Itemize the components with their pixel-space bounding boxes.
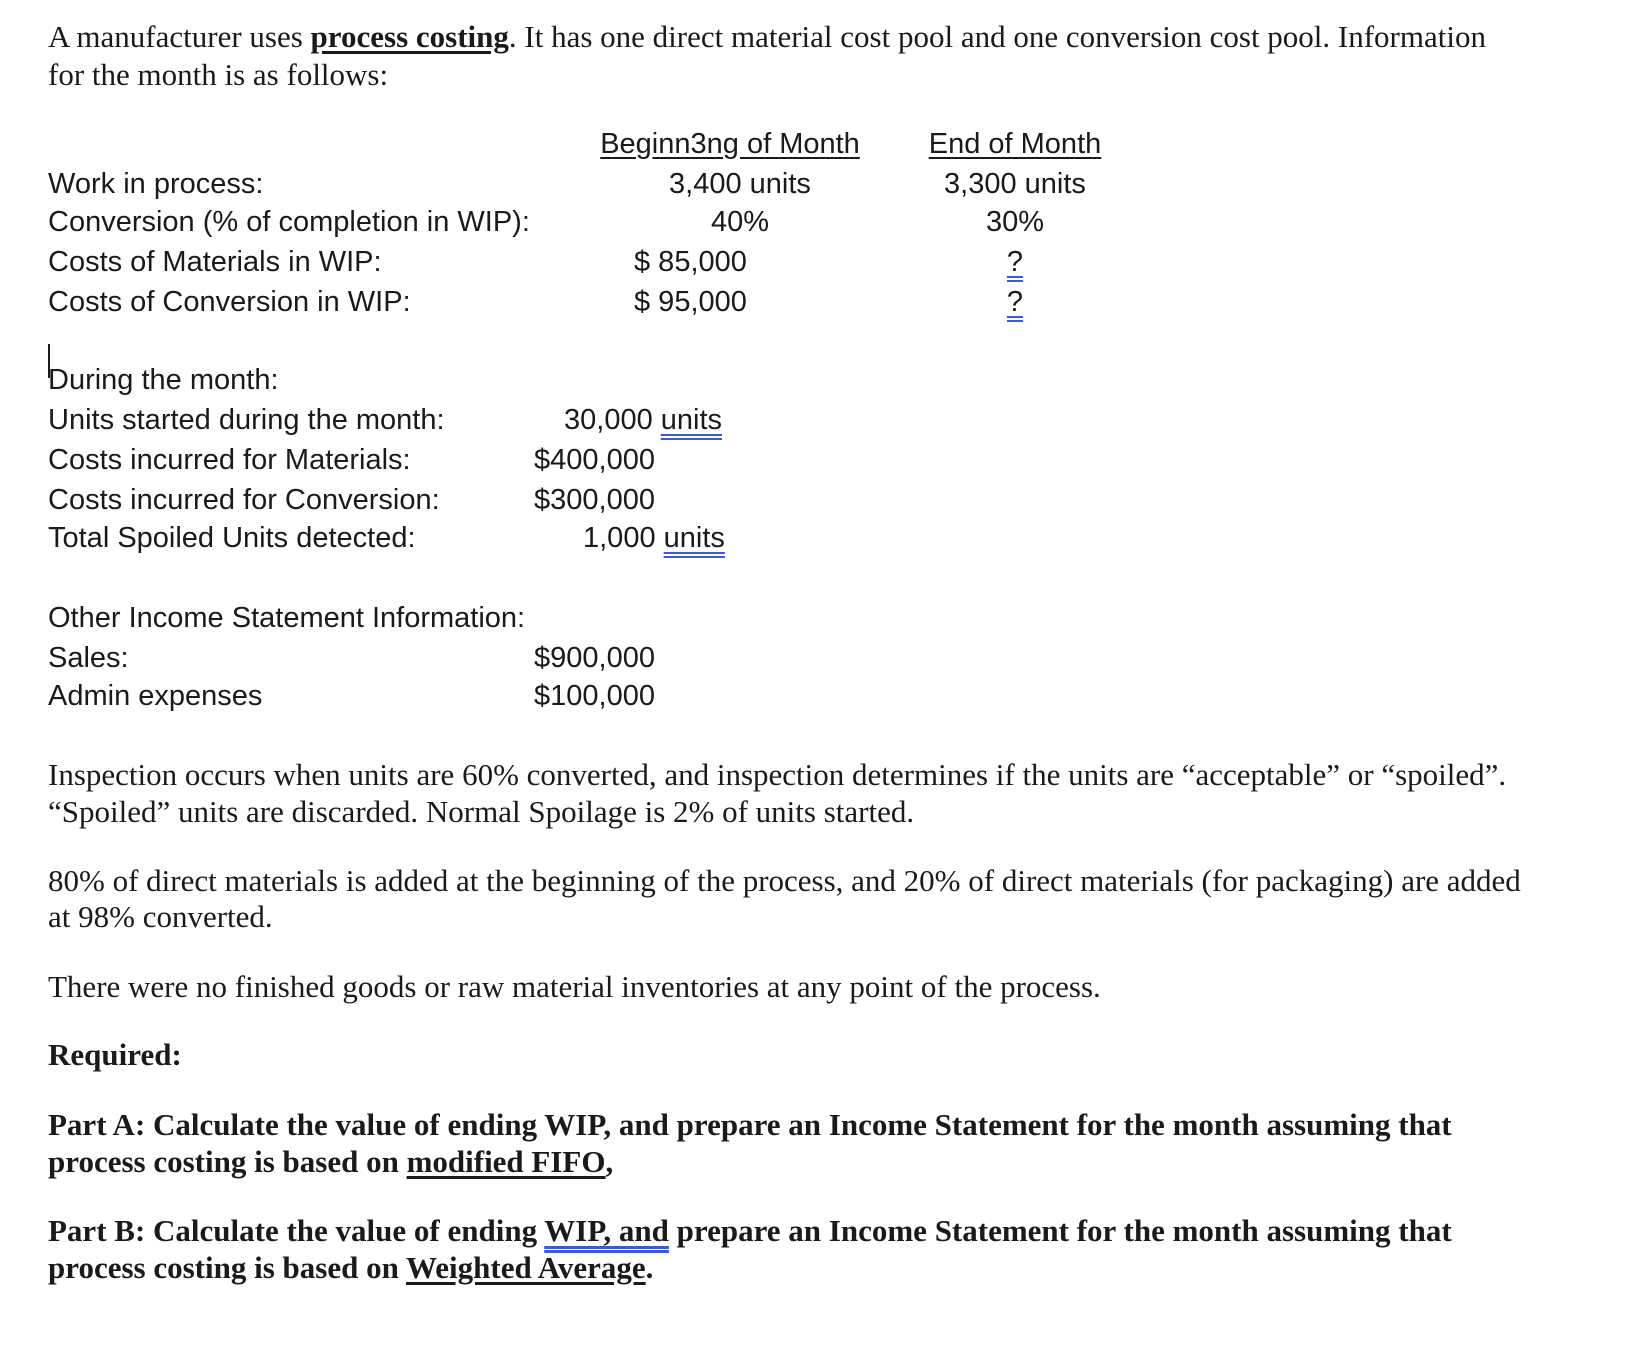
part-a-punct: , <box>605 1144 614 1179</box>
units-started-unit: units <box>660 404 723 436</box>
row-label-wip: Work in process: <box>48 168 264 200</box>
part-a-line-2 <box>48 1143 613 1181</box>
intro-line-1 <box>48 18 1486 56</box>
process-costing-term: process costing <box>310 19 509 54</box>
materials-line-2: at 98% converted. <box>48 899 273 934</box>
conversion-end-pct: 30% <box>985 206 1045 238</box>
conversion-incurred-label: Costs incurred for Conversion: <box>48 484 440 516</box>
spoiled-units-value <box>583 518 725 558</box>
spoiled-units-label: Total Spoiled Units detected: <box>48 522 416 554</box>
no-inventory-line: There were no finished goods or raw material inventories at any point of the process. <box>48 969 1101 1004</box>
units-started-value <box>564 400 722 440</box>
materials-line-1: 80% of direct materials is added at the beginning of the process, and 20% of direct materials (for packaging) are added <box>48 863 1521 898</box>
conversion-incurred-value: $300,000 <box>534 484 655 516</box>
intro-text-end: . It has one direct material cost pool and one conversion cost pool. Information <box>508 19 1486 54</box>
conversion-begin-pct: 40% <box>710 206 770 238</box>
part-a-line-1: Part A: Calculate the value of ending WIP, and prepare an Income Statement for the month assuming that <box>48 1107 1452 1142</box>
during-heading: During the month: <box>48 364 279 396</box>
row-label-conversion-cost: Costs of Conversion in WIP: <box>48 286 411 318</box>
part-b-text: process costing is based on <box>48 1250 406 1285</box>
conversion-cost-begin: $ 95,000 <box>634 286 747 318</box>
admin-expenses-label: Admin expenses <box>48 680 263 712</box>
part-b-punct: . <box>645 1250 654 1285</box>
modified-fifo-term: modified FIFO <box>406 1144 606 1179</box>
part-b-line-2 <box>48 1249 653 1287</box>
materials-incurred-label: Costs incurred for Materials: <box>48 444 411 476</box>
inspection-line-2: “Spoiled” units are discarded. Normal Spoilage is 2% of units started. <box>48 794 915 829</box>
conversion-cost-end-unknown: ? <box>1006 286 1024 318</box>
wip-begin-units: 3,400 units <box>669 168 811 200</box>
col-header-end: End of Month <box>928 128 1102 160</box>
units-started-label: Units started during the month: <box>48 404 445 436</box>
intro-line-2: for the month is as follows: <box>48 57 389 92</box>
col-header-beginning: Beginn3ng of Month <box>600 128 860 160</box>
wip-and-marked: WIP, and <box>544 1213 669 1248</box>
part-b-text-start: Part B: Calculate the value of ending <box>48 1213 545 1248</box>
intro-text-start: A manufacturer uses <box>48 19 311 54</box>
weighted-average-term: Weighted Average <box>406 1250 646 1285</box>
other-heading: Other Income Statement Information: <box>48 602 526 634</box>
materials-cost-end-unknown: ? <box>1006 246 1024 278</box>
units-started-number: 30,000 <box>564 404 653 436</box>
wip-end-units: 3,300 units <box>944 168 1086 200</box>
part-b-text-end: prepare an Income Statement for the month assuming that <box>668 1213 1452 1248</box>
sales-value: $900,000 <box>534 642 655 674</box>
sales-label: Sales: <box>48 642 129 674</box>
spoiled-units-number: 1,000 <box>583 522 656 554</box>
materials-incurred-value: $400,000 <box>534 444 655 476</box>
row-label-conversion: Conversion (% of completion in WIP): <box>48 206 530 238</box>
materials-cost-begin: $ 85,000 <box>634 246 747 278</box>
inspection-line-1: Inspection occurs when units are 60% converted, and inspection determines if the units are “acceptable” or “spoiled”. <box>48 757 1507 792</box>
row-label-materials-cost: Costs of Materials in WIP: <box>48 246 382 278</box>
part-b-line-1 <box>48 1212 1452 1250</box>
spoiled-units-unit: units <box>663 522 725 554</box>
part-a-text: process costing is based on <box>48 1144 407 1179</box>
admin-expenses-value: $100,000 <box>534 680 655 712</box>
required-heading: Required: <box>48 1037 182 1072</box>
